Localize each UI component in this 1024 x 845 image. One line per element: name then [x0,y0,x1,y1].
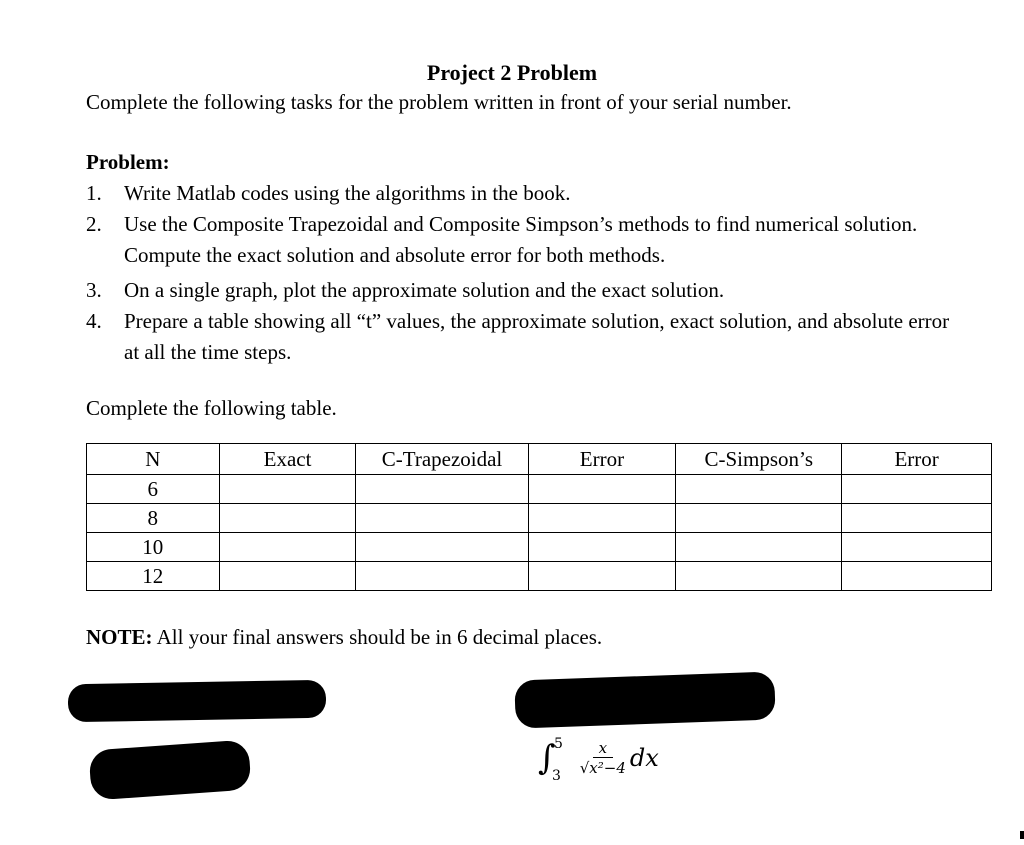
cell-simpsons [676,475,842,504]
upper-limit: 5 [554,736,563,752]
cell-n: 12 [87,562,220,591]
integrand-fraction [580,739,626,778]
table-row [87,504,992,533]
lower-limit: 3 [552,768,561,784]
task-item [86,306,966,368]
cell-error [528,533,676,562]
table-row [87,533,992,562]
cell-error [528,562,676,591]
cell-exact [219,533,356,562]
header-n: N [87,444,220,475]
cell-exact [219,475,356,504]
header-c-trapezoidal: C-Trapezoidal [356,444,528,475]
task-item [86,178,966,209]
cell-error [842,562,992,591]
cell-exact [219,504,356,533]
cell-n: 10 [87,533,220,562]
edge-mark [1020,831,1024,839]
cell-error [528,504,676,533]
cell-trapezoidal [356,504,528,533]
table-instruction: Complete the following table. [86,396,337,420]
header-error-trapezoidal: Error [528,444,676,475]
task-number: 3. [86,278,102,302]
cell-simpsons [676,504,842,533]
integrand-denominator: √x²−4 [579,758,626,777]
redaction-mark [88,739,251,800]
cell-n: 6 [87,475,220,504]
integrand-numerator: x [593,739,613,758]
cell-simpsons [676,562,842,591]
header-c-simpsons: C-Simpson’s [676,444,842,475]
header-error-simpsons: Error [842,444,992,475]
differential: dx [629,744,659,772]
cell-error [842,533,992,562]
header-exact: Exact [219,444,356,475]
cell-simpsons [676,533,842,562]
task-text: Write Matlab codes using the algorithms in the book. [124,181,571,205]
task-number: 4. [86,309,102,333]
note-text [86,625,602,650]
cell-error [528,475,676,504]
task-number: 2. [86,212,102,236]
page-title: Project 2 Problem [426,60,598,85]
task-list [86,178,966,368]
cell-exact [219,562,356,591]
integral-formula [538,736,659,784]
task-item [86,209,966,271]
cell-error [842,475,992,504]
cell-n: 8 [87,504,220,533]
task-text: Prepare a table showing all “t” values, the approximate solution, exact solution, and absolute error at all the time steps. [124,309,950,364]
results-table [86,443,992,591]
integral-sign [538,736,563,784]
task-item [86,275,966,306]
redaction-mark [514,671,776,728]
task-number: 1. [86,181,102,205]
cell-trapezoidal [356,562,528,591]
intro-text: Complete the following tasks for the problem written in front of your serial number. [86,90,792,114]
note-body: All your final answers should be in 6 decimal places. [152,625,603,649]
problem-heading: Problem: [86,150,170,174]
redaction-mark [68,680,327,722]
task-text: On a single graph, plot the approximate solution and the exact solution. [124,278,725,302]
cell-error [842,504,992,533]
cell-trapezoidal [356,475,528,504]
task-text: Use the Composite Trapezoidal and Composite Simpson’s methods to find numerical solution. Compute the exact solution and absolute error for both methods. [124,212,918,267]
table-row [87,475,992,504]
cell-trapezoidal [356,533,528,562]
note-label: NOTE: [86,625,153,649]
integral-symbol: ∫ [538,738,556,778]
table-header-row [87,444,992,475]
table-row [87,562,992,591]
